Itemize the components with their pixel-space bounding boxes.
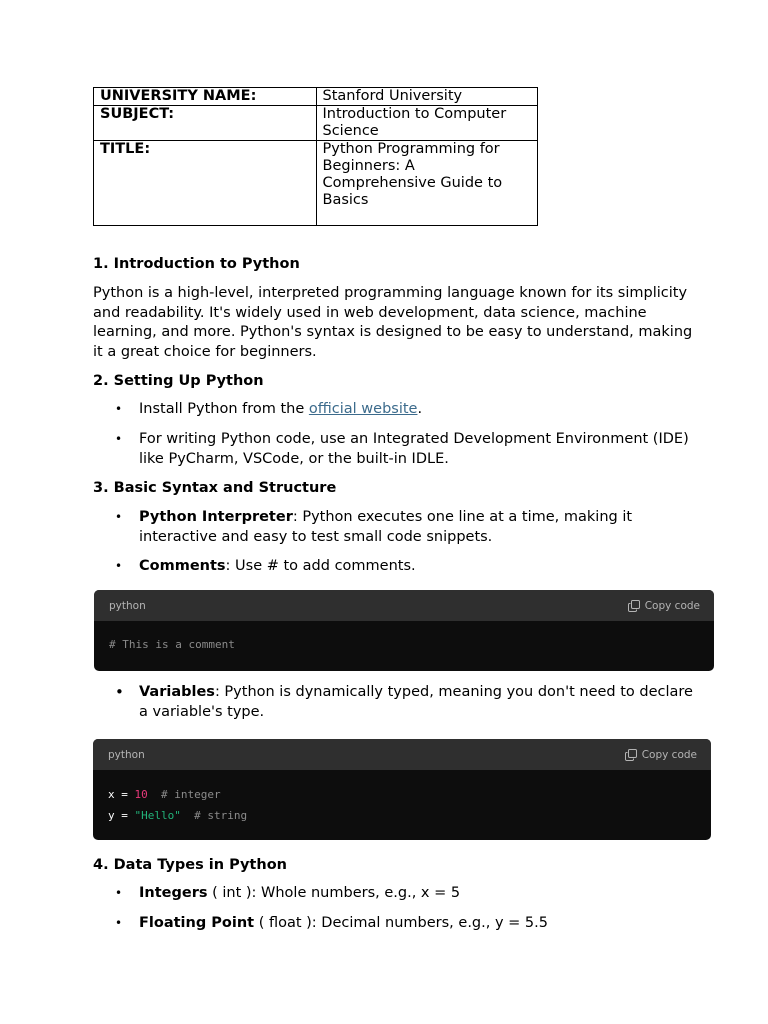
university-value: Stanford University (316, 88, 538, 106)
copy-code-label: Copy code (644, 599, 700, 612)
comments-text: : Use # to add comments. (225, 558, 416, 574)
course-info-table (93, 87, 538, 226)
code-string: "Hello" (134, 809, 181, 822)
section-heading-introduction: 1. Introduction to Python (93, 256, 300, 272)
interpreter-term: Python Interpreter (139, 509, 293, 525)
code-line (108, 784, 696, 805)
code-block-header (94, 590, 714, 621)
section-heading-setup: 2. Setting Up Python (93, 373, 264, 389)
code-block-variables (93, 739, 711, 840)
bullet-icon: • (115, 432, 123, 446)
float-term: Floating Point (139, 915, 255, 931)
official-website-link[interactable]: official website (308, 401, 418, 417)
code-language-label: python (109, 599, 146, 612)
code-number: 10 (134, 788, 148, 801)
copy-code-label: Copy code (641, 748, 697, 761)
integers-term: Integers (139, 885, 208, 901)
list-item (115, 430, 699, 469)
bullet-icon: • (115, 886, 123, 900)
code-language-label: python (108, 748, 145, 761)
list-item (115, 508, 699, 547)
install-text-end: . (417, 401, 423, 417)
interpreter-text: : Python executes one line at a time, making it interactive and easy to test small code snippets. (139, 509, 633, 545)
section-heading-data-types: 4. Data Types in Python (93, 857, 287, 873)
copy-icon (625, 749, 637, 761)
table-row (94, 141, 538, 226)
list-item (115, 683, 699, 722)
title-label: TITLE: (94, 141, 317, 226)
code-line (108, 805, 696, 826)
university-label: UNIVERSITY NAME: (94, 88, 317, 106)
intro-paragraph: Python is a high-level, interpreted programming language known for its simplicity and readability. It's widely used in web development, data science, machine learning, and more. Python's syntax is designed to be easy to understand, making it a great choice for beginners. (93, 285, 693, 360)
list-item (115, 400, 699, 420)
list-item (115, 557, 699, 577)
table-row (94, 106, 538, 141)
ide-text: For writing Python code, use an Integrated Development Environment (IDE) like PyCharm, VSCode, or the built-in IDLE. (139, 431, 689, 467)
subject-value: Introduction to Computer Science (316, 106, 538, 141)
code-var-y: y = (108, 809, 135, 822)
title-value: Python Programming for Beginners: A Comprehensive Guide to Basics (316, 141, 538, 226)
bullet-icon: • (115, 559, 123, 573)
section-heading-syntax: 3. Basic Syntax and Structure (93, 480, 337, 496)
install-text: Install Python from the (139, 401, 309, 417)
bullet-icon: • (115, 510, 123, 524)
copy-icon (628, 600, 640, 612)
copy-code-button[interactable] (628, 600, 700, 612)
bullet-icon: • (115, 916, 123, 930)
code-comment: # string (180, 809, 248, 822)
copy-code-button[interactable] (625, 749, 697, 761)
list-item (115, 884, 699, 904)
code-content (93, 770, 711, 839)
code-comment: # This is a comment (109, 638, 235, 651)
code-content (94, 621, 714, 668)
bullet-icon: • (115, 402, 123, 416)
bullet-icon: • (115, 683, 124, 701)
list-item (115, 914, 699, 934)
variables-term: Variables (139, 684, 215, 700)
variables-text: : Python is dynamically typed, meaning you don't need to declare a variable's type. (139, 684, 693, 720)
comments-term: Comments (139, 558, 226, 574)
code-var-x: x = (108, 788, 135, 801)
code-block-header (93, 739, 711, 770)
table-row (94, 88, 538, 106)
float-text: ( float ): Decimal numbers, e.g., y = 5.5 (254, 915, 548, 931)
subject-label: SUBJECT: (94, 106, 317, 141)
code-comment: # integer (147, 788, 221, 801)
integers-text: ( int ): Whole numbers, e.g., x = 5 (207, 885, 461, 901)
code-block-comment (94, 590, 714, 671)
